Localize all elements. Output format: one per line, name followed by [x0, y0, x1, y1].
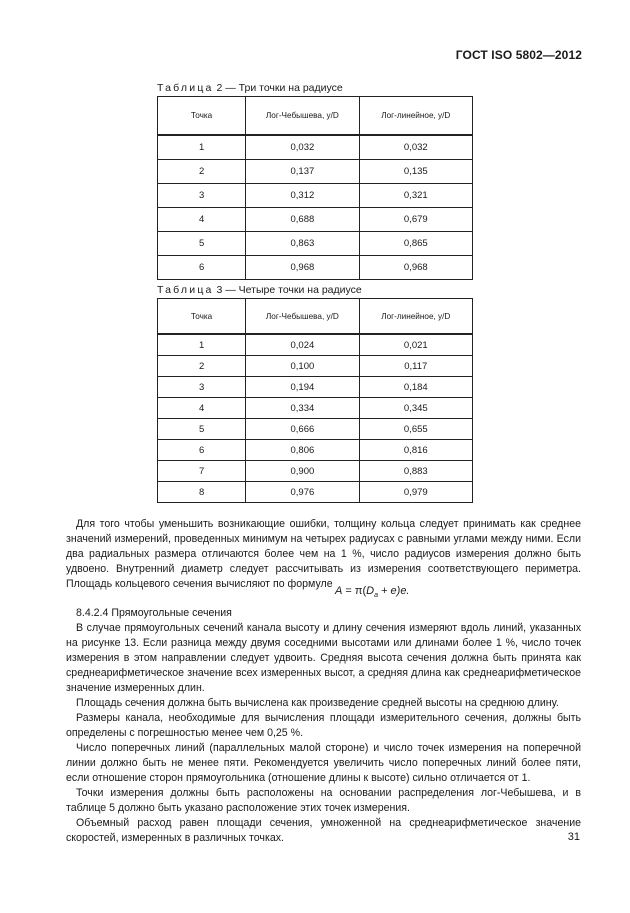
table-row	[158, 208, 473, 232]
cell-loglin: 0,135	[359, 160, 472, 184]
cell-logcheb: 0,900	[246, 461, 359, 482]
cell-logcheb: 0,976	[246, 482, 359, 503]
cell-logcheb: 0,334	[246, 398, 359, 419]
paragraph: Площадь сечения должна быть вычислена как произведение средней высоты на среднюю длину.	[76, 697, 559, 709]
table-row	[158, 440, 473, 461]
cell-loglin: 0,679	[359, 208, 472, 232]
paragraph: Объемный расход равен площади сечения, умноженной на среднеарифметическое значение скоростей, измеренных в различных точках.	[66, 817, 581, 844]
table2-header-point: Точка	[158, 97, 246, 136]
cell-logcheb: 0,194	[246, 377, 359, 398]
formula	[335, 585, 410, 599]
cell-point: 2	[158, 356, 246, 377]
cell-logcheb: 0,863	[246, 232, 359, 256]
cell-logcheb: 0,666	[246, 419, 359, 440]
cell-point: 4	[158, 398, 246, 419]
cell-point: 3	[158, 377, 246, 398]
table-row	[158, 184, 473, 208]
formula-op: = π(	[342, 585, 367, 597]
cell-loglin: 0,979	[359, 482, 472, 503]
cell-point: 5	[158, 419, 246, 440]
cell-loglin: 0,968	[359, 256, 472, 280]
paragraph: Число поперечных линий (параллельных малой стороне) и число точек измерения на поперечной линии должно быть не менее пяти. Рекомендуется увеличить число поперечных линий более пяти, если отношение сторон прямоугольника (отношение длины к высоте) сильно отличается от 1.	[66, 742, 581, 784]
paragraph: Точки измерения должны быть расположены на основании распределения лог-Чебышева, и в таблице 5 должно быть указано расположение этих точек измерения.	[66, 787, 581, 814]
table-row	[158, 256, 473, 280]
body-text-1	[66, 517, 581, 592]
table3-header-loglin: Лог-линейное, y/D	[359, 299, 472, 335]
cell-loglin: 0,021	[359, 334, 472, 356]
table2-caption	[157, 82, 343, 94]
section-heading: 8.4.2.4 Прямоугольные сечения	[76, 607, 232, 619]
cell-loglin: 0,117	[359, 356, 472, 377]
table-row	[158, 482, 473, 503]
table3-caption-title: — Четыре точки на радиусе	[225, 284, 362, 296]
table2-caption-title: — Три точки на радиусе	[225, 82, 343, 94]
cell-point: 1	[158, 135, 246, 160]
table-row	[158, 135, 473, 160]
page-number: 31	[567, 831, 580, 843]
cell-point: 1	[158, 334, 246, 356]
table2-header-row	[158, 97, 473, 136]
table3-caption	[157, 284, 362, 296]
cell-point: 6	[158, 440, 246, 461]
table3-header-logcheb: Лог-Чебышева, y/D	[246, 299, 359, 335]
cell-point: 5	[158, 232, 246, 256]
cell-logcheb: 0,806	[246, 440, 359, 461]
cell-loglin: 0,345	[359, 398, 472, 419]
cell-point: 7	[158, 461, 246, 482]
table-row	[158, 377, 473, 398]
table2-caption-num: 2	[216, 82, 223, 94]
cell-logcheb: 0,968	[246, 256, 359, 280]
table3-header-point: Точка	[158, 299, 246, 335]
document-code: ГОСТ ISO 5802—2012	[455, 48, 582, 62]
cell-point: 3	[158, 184, 246, 208]
cell-point: 8	[158, 482, 246, 503]
formula-rest: + e)e.	[378, 585, 410, 597]
cell-logcheb: 0,100	[246, 356, 359, 377]
table2-header-logcheb: Лог-Чебышева, y/D	[246, 97, 359, 136]
table-row	[158, 398, 473, 419]
cell-loglin: 0,883	[359, 461, 472, 482]
cell-logcheb: 0,137	[246, 160, 359, 184]
paragraph: Размеры канала, необходимые для вычисления площади измерительного сечения, должны быть определены с погрешностью менее чем 0,25 %.	[66, 712, 581, 739]
cell-logcheb: 0,312	[246, 184, 359, 208]
cell-loglin: 0,816	[359, 440, 472, 461]
cell-loglin: 0,321	[359, 184, 472, 208]
cell-loglin: 0,184	[359, 377, 472, 398]
body-text-2	[66, 606, 581, 846]
cell-loglin: 0,032	[359, 135, 472, 160]
paragraph: Для того чтобы уменьшить возникающие ошибки, толщину кольца следует принимать как среднее значений измерений, проведенных минимум на четырех радиусах с равными углами между ними. Если два радиальных размера отличаются более чем на 1 %, число радиусов измерения должно быть удвоено. Внутренний диаметр следует рассчитывать из измерения соответствующего периметра. Площадь кольцевого сечения вычисляют по формуле	[66, 518, 581, 590]
cell-point: 2	[158, 160, 246, 184]
table2-caption-word: Таблица	[157, 82, 214, 94]
table-row	[158, 461, 473, 482]
table-row	[158, 334, 473, 356]
formula-lhs: A	[335, 585, 343, 597]
cell-point: 6	[158, 256, 246, 280]
cell-logcheb: 0,024	[246, 334, 359, 356]
formula-d: D	[366, 585, 375, 597]
table3-caption-word: Таблица	[157, 284, 214, 296]
table2-header-loglin: Лог-линейное, y/D	[359, 97, 472, 136]
table-row	[158, 356, 473, 377]
cell-loglin: 0,655	[359, 419, 472, 440]
table-row	[158, 419, 473, 440]
table-row	[158, 160, 473, 184]
table-row	[158, 232, 473, 256]
table3-header-row	[158, 299, 473, 335]
formula-sub: a	[374, 592, 378, 600]
cell-loglin: 0,865	[359, 232, 472, 256]
cell-logcheb: 0,688	[246, 208, 359, 232]
paragraph: В случае прямоугольных сечений канала высоту и длину сечения измеряют вдоль линий, указанных на рисунке 13. Если разница между двумя соседними высотами или длинами более 1 %, число точек измерения в этом направлении следует удвоить. Средняя высота сечения должна быть принята как среднеарифметическое значение всех измеренных высот, а средняя длина как среднеарифметическое значение измеренных длин.	[66, 622, 581, 694]
cell-logcheb: 0,032	[246, 135, 359, 160]
table3	[157, 298, 473, 503]
cell-point: 4	[158, 208, 246, 232]
table3-caption-num: 3	[216, 284, 223, 296]
table2	[157, 96, 473, 280]
